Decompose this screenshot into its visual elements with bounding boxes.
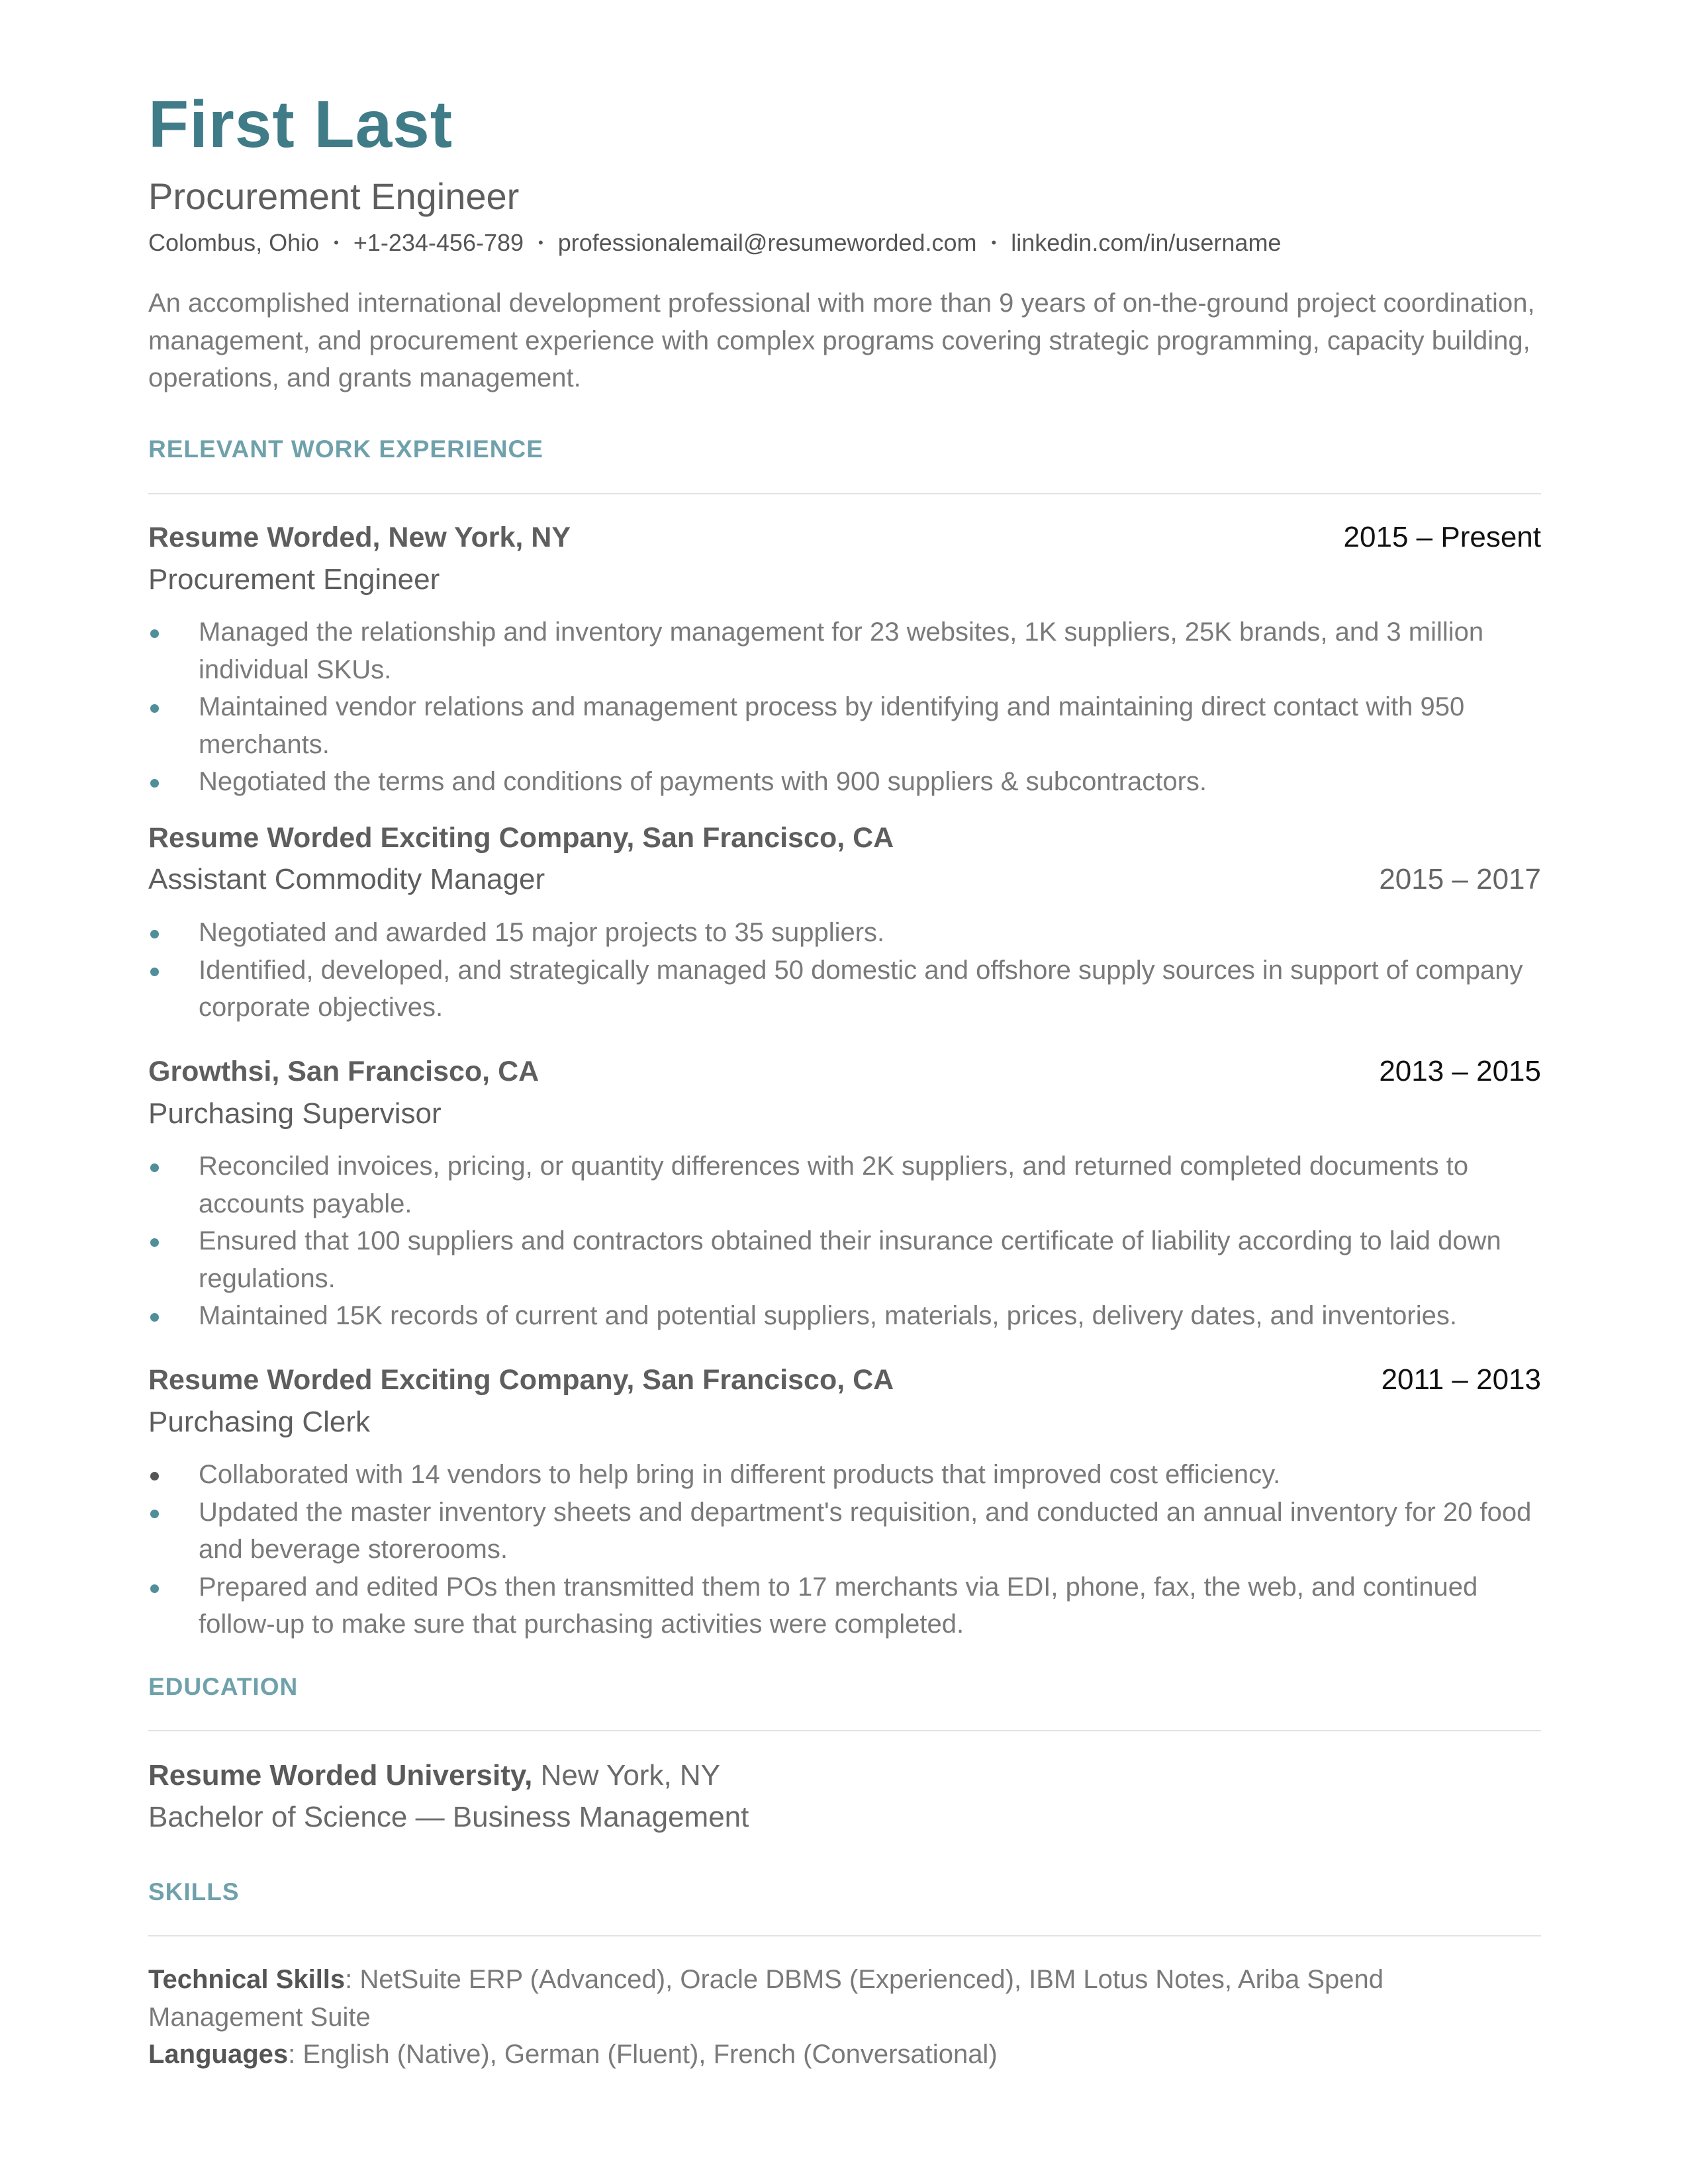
contact-phone: +1-234-456-789 bbox=[353, 229, 524, 256]
summary-paragraph: An accomplished international development professional with more than 9 years of on-the-ground project coordination, management, and procurement experience with complex programs covering strategic programming, capacity building, operations, and grants management. bbox=[148, 289, 1535, 392]
candidate-name: First Last bbox=[148, 87, 453, 161]
list-item bbox=[199, 688, 1549, 763]
bullet-icon bbox=[150, 968, 159, 976]
list-item bbox=[199, 614, 1549, 688]
job-title: Assistant Commodity Manager bbox=[148, 863, 545, 895]
list-item bbox=[199, 914, 1549, 952]
list-item bbox=[199, 952, 1549, 1026]
education-institution bbox=[148, 1757, 720, 1794]
job-title: Procurement Engineer bbox=[148, 563, 440, 596]
skills-languages-label: Languages bbox=[148, 2040, 289, 2069]
job-company: Resume Worded Exciting Company, San Francisco, CA bbox=[148, 1364, 894, 1396]
job-title: Purchasing Supervisor bbox=[148, 1097, 442, 1130]
bullet-icon bbox=[150, 779, 159, 788]
bullet-text: Ensured that 100 suppliers and contractors obtained their insurance certificate of liability according to laid down regulations. bbox=[199, 1226, 1501, 1293]
skills-technical bbox=[148, 1961, 1545, 2036]
bullet-text: Collaborated with 14 vendors to help bring in different products that improved cost efficiency. bbox=[199, 1460, 1281, 1489]
bullet-icon bbox=[150, 629, 159, 638]
job-dates: 2011 – 2013 bbox=[1381, 1363, 1541, 1396]
section-title-education: EDUCATION bbox=[148, 1673, 299, 1700]
bullet-text: Negotiated the terms and conditions of payments with 900 suppliers & subcontractors. bbox=[199, 767, 1207, 796]
education-degree: Bachelor of Science — Business Management bbox=[148, 1801, 749, 1833]
contact-separator: • bbox=[538, 234, 543, 251]
contact-location: Colombus, Ohio bbox=[148, 229, 320, 256]
bullet-text: Identified, developed, and strategically managed 50 domestic and offshore supply sources in support of company corporate objectives. bbox=[199, 955, 1523, 1022]
job-title: Purchasing Clerk bbox=[148, 1406, 371, 1438]
skills-technical-value: : NetSuite ERP (Advanced), Oracle DBMS (Experienced), IBM Lotus Notes, Ariba Spend Management Suite bbox=[148, 1965, 1384, 2032]
job-bullets bbox=[199, 914, 1549, 1026]
job-company: Resume Worded, New York, NY bbox=[148, 522, 571, 553]
skills-block bbox=[148, 1961, 1545, 2073]
education-school: Resume Worded University, bbox=[148, 1759, 533, 1792]
skills-languages bbox=[148, 2036, 1545, 2073]
bullet-text: Negotiated and awarded 15 major projects to 35 suppliers. bbox=[199, 918, 885, 947]
bullet-icon bbox=[150, 1163, 159, 1172]
job-dates: 2013 – 2015 bbox=[1379, 1055, 1541, 1087]
job-company: Resume Worded Exciting Company, San Francisco, CA bbox=[148, 822, 894, 854]
list-item bbox=[199, 1569, 1549, 1643]
bullet-icon bbox=[150, 1238, 159, 1247]
skills-technical-label: Technical Skills bbox=[148, 1965, 346, 1994]
bullet-text: Updated the master inventory sheets and department's requisition, and conducted an annual inventory for 20 food and beverage storerooms. bbox=[199, 1497, 1532, 1564]
job-bullets bbox=[199, 1456, 1549, 1643]
job-bullets bbox=[199, 1148, 1549, 1335]
bullet-icon bbox=[150, 1510, 159, 1518]
section-title-experience: RELEVANT WORK EXPERIENCE bbox=[148, 435, 543, 463]
section-divider bbox=[148, 1935, 1541, 1936]
contact-email[interactable]: professionalemail@resumeworded.com bbox=[557, 229, 977, 256]
job-bullets bbox=[199, 614, 1549, 801]
job-company: Growthsi, San Francisco, CA bbox=[148, 1056, 539, 1087]
list-item bbox=[199, 1297, 1549, 1335]
bullet-text: Managed the relationship and inventory management for 23 websites, 1K suppliers, 25K brands, and 3 million individual SKUs. bbox=[199, 617, 1484, 684]
section-divider bbox=[148, 1730, 1541, 1731]
list-item bbox=[199, 1494, 1549, 1569]
bullet-icon bbox=[150, 1472, 159, 1480]
bullet-text: Reconciled invoices, pricing, or quantity differences with 2K suppliers, and returned completed documents to accounts payable. bbox=[199, 1152, 1469, 1218]
bullet-icon bbox=[150, 704, 159, 713]
skills-languages-value: : English (Native), German (Fluent), French (Conversational) bbox=[288, 2040, 998, 2069]
candidate-role: Procurement Engineer bbox=[148, 175, 520, 217]
bullet-icon bbox=[150, 1584, 159, 1593]
bullet-text: Maintained 15K records of current and potential suppliers, materials, prices, delivery dates, and inventories. bbox=[199, 1301, 1457, 1330]
section-divider bbox=[148, 493, 1541, 494]
bullet-icon bbox=[150, 1313, 159, 1322]
contact-separator: • bbox=[334, 234, 339, 251]
job-dates: 2015 – Present bbox=[1343, 521, 1541, 553]
section-title-skills: SKILLS bbox=[148, 1878, 240, 1905]
job-dates: 2015 – 2017 bbox=[1379, 863, 1541, 895]
list-item bbox=[199, 1456, 1549, 1494]
bullet-text: Prepared and edited POs then transmitted them to 17 merchants via EDI, phone, fax, the web, and continued follow-up to make sure that purchasing activities were completed. bbox=[199, 1572, 1478, 1639]
education-location: New York, NY bbox=[540, 1759, 721, 1792]
bullet-icon bbox=[150, 930, 159, 938]
bullet-text: Maintained vendor relations and management process by identifying and maintaining direct contact with 950 merchants. bbox=[199, 692, 1465, 759]
list-item bbox=[199, 1222, 1549, 1297]
list-item bbox=[199, 1148, 1549, 1222]
contact-line bbox=[148, 228, 1281, 257]
list-item bbox=[199, 763, 1549, 801]
contact-separator: • bbox=[991, 234, 997, 251]
contact-linkedin[interactable]: linkedin.com/in/username bbox=[1011, 229, 1282, 256]
